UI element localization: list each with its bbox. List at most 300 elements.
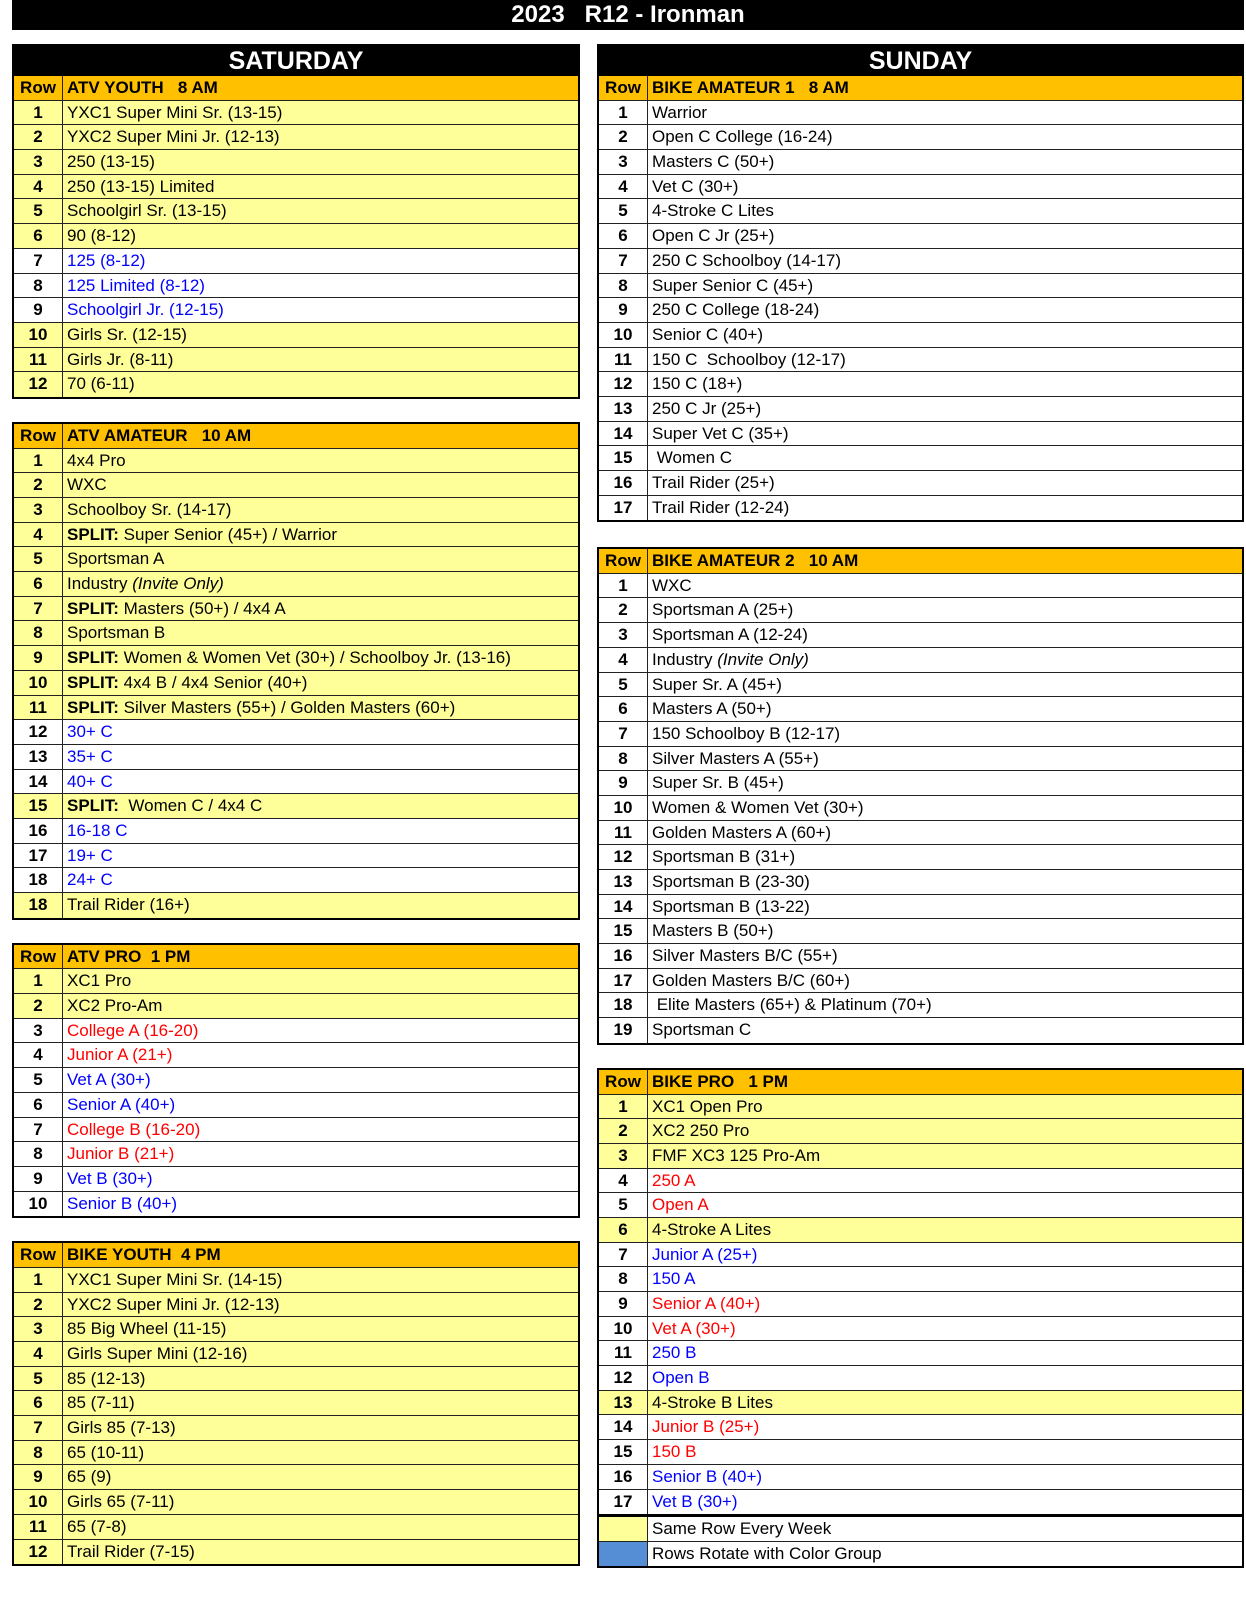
class-row <box>14 1167 578 1192</box>
row-number: 15 <box>14 794 63 818</box>
row-number: 11 <box>14 696 63 720</box>
class-row <box>599 1366 1242 1391</box>
class-name <box>63 572 578 596</box>
row-number: 3 <box>599 623 648 647</box>
class-row <box>14 1293 578 1318</box>
class-text: Senior A (40+) <box>652 1294 761 1313</box>
class-text: 90 (8-12) <box>67 226 136 246</box>
row-number: 1 <box>599 1095 648 1119</box>
class-name <box>63 868 578 892</box>
class-row <box>599 1490 1242 1515</box>
class-row <box>599 1119 1242 1144</box>
class-row <box>14 224 578 249</box>
class-row <box>599 1465 1242 1490</box>
row-number: 6 <box>599 697 648 721</box>
row-number: 5 <box>599 1193 648 1217</box>
row-number: 7 <box>14 1118 63 1142</box>
class-row <box>14 125 578 150</box>
class-text: Warrior <box>652 102 708 122</box>
class-name <box>63 1019 578 1043</box>
class-name <box>648 1465 1242 1489</box>
row-number: 7 <box>599 722 648 746</box>
class-row <box>14 893 578 918</box>
row-number: 3 <box>14 498 63 522</box>
class-name <box>648 1366 1242 1390</box>
class-name <box>63 323 578 347</box>
row-number: 9 <box>14 646 63 670</box>
class-name <box>648 747 1242 771</box>
class-name <box>63 794 578 818</box>
class-text: XC1 Open Pro <box>652 1096 763 1116</box>
row-number: 1 <box>14 1268 63 1292</box>
class-text: Sportsman B (13-22) <box>652 896 810 916</box>
class-name <box>648 944 1242 968</box>
class-text: Silver Masters A (55+) <box>652 748 819 768</box>
class-row <box>599 1018 1242 1043</box>
row-number: 4 <box>14 1342 63 1366</box>
row-number: 17 <box>599 1490 648 1515</box>
class-text: Masters A (50+) <box>652 699 772 719</box>
class-name <box>648 574 1242 598</box>
class-text: Open C College (16-24) <box>652 127 833 147</box>
row-number: 2 <box>599 598 648 622</box>
class-row <box>14 819 578 844</box>
class-name <box>63 125 578 149</box>
row-number: 8 <box>14 1441 63 1465</box>
row-number: 18 <box>599 993 648 1017</box>
class-text: Golden Masters A (60+) <box>652 822 832 842</box>
section-title: BIKE AMATEUR 2 10 AM <box>652 551 859 571</box>
class-text: 250 C College (18-24) <box>652 300 820 320</box>
class-name <box>648 1119 1242 1143</box>
class-row <box>14 323 578 348</box>
row-number: 13 <box>599 1391 648 1415</box>
class-text: Sportsman B (23-30) <box>652 872 810 891</box>
class-row <box>599 1415 1242 1440</box>
sunday-sections <box>597 76 1244 1516</box>
class-text: 250 (13-15) <box>67 152 155 172</box>
class-text: Super Sr. A (45+) <box>652 674 782 694</box>
section-title: BIKE YOUTH 4 PM <box>67 1245 221 1265</box>
row-number: 1 <box>14 969 63 993</box>
class-name <box>63 274 578 298</box>
class-name <box>63 893 578 918</box>
class-row <box>14 1490 578 1515</box>
row-number: 16 <box>599 471 648 495</box>
class-row <box>14 199 578 224</box>
row-number: 3 <box>14 1317 63 1341</box>
row-number: 4 <box>14 523 63 547</box>
class-row <box>14 1192 578 1217</box>
class-name <box>63 1043 578 1067</box>
row-number: 6 <box>14 224 63 248</box>
class-text: 250 (13-15) Limited <box>67 176 215 196</box>
row-number: 2 <box>599 1119 648 1143</box>
class-text: 150 C (18+) <box>652 374 743 394</box>
row-column-label: Row <box>14 424 63 448</box>
class-row <box>599 1267 1242 1292</box>
class-text: Vet A (30+) <box>652 1318 736 1338</box>
row-number: 4 <box>14 175 63 199</box>
class-text: Trail Rider (16+) <box>67 895 190 914</box>
class-name <box>648 1218 1242 1242</box>
class-text: 125 (8-12) <box>67 250 146 270</box>
class-row <box>14 1416 578 1441</box>
class-text: 4-Stroke A Lites <box>652 1219 772 1239</box>
row-number: 5 <box>599 199 648 223</box>
class-name <box>648 496 1242 521</box>
class-text: Trail Rider (12-24) <box>652 497 790 517</box>
class-name <box>648 150 1242 174</box>
row-number: 14 <box>14 770 63 794</box>
section-title: BIKE AMATEUR 1 8 AM <box>652 78 849 97</box>
class-name <box>648 348 1242 372</box>
class-name <box>648 722 1242 746</box>
class-name <box>63 844 578 868</box>
class-name <box>648 623 1242 647</box>
row-number: 6 <box>599 224 648 248</box>
class-text: Elite Masters (65+) & Platinum (70+) <box>652 995 932 1015</box>
class-text: Super Sr. B (45+) <box>652 773 784 793</box>
row-number: 9 <box>14 1465 63 1489</box>
class-row <box>14 547 578 572</box>
class-row <box>599 175 1242 200</box>
class-text: Girls 85 (7-13) <box>67 1418 176 1438</box>
class-row <box>14 770 578 795</box>
class-text: 65 (9) <box>67 1467 112 1487</box>
class-row <box>14 249 578 274</box>
split-label: SPLIT: <box>67 697 119 717</box>
class-row <box>599 298 1242 323</box>
row-number: 16 <box>599 944 648 968</box>
class-name <box>63 969 578 993</box>
row-number: 2 <box>14 125 63 149</box>
class-text: YXC2 Super Mini Jr. (12-13) <box>67 1294 280 1314</box>
class-text: XC2 250 Pro <box>652 1121 750 1141</box>
class-row <box>14 1093 578 1118</box>
class-name <box>648 919 1242 943</box>
class-row <box>14 794 578 819</box>
class-name <box>63 473 578 497</box>
row-number: 10 <box>599 323 648 347</box>
class-row <box>599 895 1242 920</box>
class-text: 150 C Schoolboy (12-17) <box>652 349 846 369</box>
class-text: 85 Big Wheel (11-15) <box>67 1319 227 1339</box>
class-row <box>599 422 1242 447</box>
row-number: 10 <box>14 671 63 695</box>
class-row <box>14 745 578 770</box>
saturday-sections <box>12 76 580 1566</box>
class-row <box>14 1118 578 1143</box>
section-atv-pro-1-pm <box>12 943 580 1219</box>
class-text: 150 Schoolboy B (12-17) <box>652 723 841 743</box>
class-row <box>14 597 578 622</box>
row-number: 18 <box>14 893 63 918</box>
row-column-label: Row <box>599 549 648 573</box>
class-row <box>14 274 578 299</box>
legend-label: Rows Rotate with Color Group <box>652 1543 882 1563</box>
row-number: 13 <box>599 397 648 421</box>
class-text: Masters C (50+) <box>652 152 775 172</box>
row-number: 9 <box>14 1167 63 1191</box>
row-number: 16 <box>599 1465 648 1489</box>
row-number: 5 <box>14 547 63 571</box>
section-header <box>599 549 1242 574</box>
class-name <box>63 745 578 769</box>
class-text: Vet B (30+) <box>67 1168 153 1188</box>
row-number: 11 <box>14 1515 63 1539</box>
class-text: YXC2 Super Mini Jr. (12-13) <box>67 127 280 147</box>
class-name <box>648 298 1242 322</box>
row-number: 8 <box>14 1142 63 1166</box>
class-name <box>648 993 1242 1017</box>
row-number: 10 <box>599 1317 648 1341</box>
class-row <box>599 1243 1242 1268</box>
class-text: 65 (7-8) <box>67 1516 127 1536</box>
class-name <box>63 523 578 547</box>
class-row <box>14 1068 578 1093</box>
row-number: 3 <box>599 1144 648 1168</box>
class-row <box>599 1317 1242 1342</box>
class-text: 19+ C <box>67 845 113 865</box>
class-name <box>63 1342 578 1366</box>
class-text: Senior C (40+) <box>652 324 764 344</box>
class-row <box>599 199 1242 224</box>
section-title: BIKE PRO 1 PM <box>652 1071 789 1091</box>
class-name <box>63 547 578 571</box>
class-text: Golden Masters B/C (60+) <box>652 970 850 990</box>
class-row <box>599 274 1242 299</box>
class-row <box>599 993 1242 1018</box>
row-number: 16 <box>14 819 63 843</box>
section-atv-youth-8-am <box>12 76 580 399</box>
class-name <box>648 771 1242 795</box>
row-number: 3 <box>14 150 63 174</box>
row-number: 18 <box>14 868 63 892</box>
class-text: 85 (12-13) <box>67 1368 146 1388</box>
class-text: XC2 Pro-Am <box>67 996 163 1016</box>
class-row <box>599 969 1242 994</box>
class-text: 125 Limited (8-12) <box>67 275 205 295</box>
row-number: 7 <box>14 249 63 273</box>
row-number: 12 <box>599 372 648 396</box>
class-row <box>599 944 1242 969</box>
sunday-column <box>597 44 1244 1516</box>
section-title: ATV YOUTH 8 AM <box>67 78 218 97</box>
class-row <box>14 1317 578 1342</box>
row-number: 4 <box>599 175 648 199</box>
row-number: 3 <box>599 150 648 174</box>
class-text: College B (16-20) <box>67 1119 201 1139</box>
class-name <box>648 1267 1242 1291</box>
class-row <box>14 498 578 523</box>
class-row <box>14 449 578 474</box>
class-name <box>648 199 1242 223</box>
invite-note: (Invite Only) <box>717 649 809 669</box>
row-number: 14 <box>599 1415 648 1439</box>
class-row <box>599 1292 1242 1317</box>
class-row <box>14 844 578 869</box>
row-number: 1 <box>14 449 63 473</box>
class-name <box>63 1293 578 1317</box>
class-text: 250 B <box>652 1343 697 1363</box>
row-column-label: Row <box>14 945 63 969</box>
row-number: 7 <box>14 1416 63 1440</box>
section-bike-pro-1-pm <box>597 1068 1244 1516</box>
saturday-column <box>12 44 580 1566</box>
row-number: 7 <box>14 597 63 621</box>
class-name <box>648 1243 1242 1267</box>
class-text: Industry <box>652 649 718 669</box>
legend-item-same-row <box>599 1517 1242 1542</box>
class-row <box>14 1441 578 1466</box>
class-row <box>599 1440 1242 1465</box>
legend-label: Same Row Every Week <box>652 1519 832 1538</box>
split-label: SPLIT: <box>67 796 119 816</box>
class-row <box>599 1218 1242 1243</box>
row-number: 15 <box>599 919 648 943</box>
class-name <box>63 671 578 695</box>
class-name <box>63 770 578 794</box>
class-row <box>599 598 1242 623</box>
row-number: 9 <box>599 771 648 795</box>
class-name <box>63 597 578 621</box>
class-row <box>14 298 578 323</box>
class-name <box>648 224 1242 248</box>
class-row <box>599 397 1242 422</box>
section-header <box>599 76 1242 101</box>
row-number: 5 <box>14 1068 63 1092</box>
split-label: SPLIT: <box>67 598 119 618</box>
class-row <box>14 621 578 646</box>
class-name <box>648 323 1242 347</box>
class-name <box>63 199 578 223</box>
class-text: Sportsman B (31+) <box>652 847 796 867</box>
class-name <box>63 1118 578 1142</box>
class-row <box>14 696 578 721</box>
class-row <box>14 572 578 597</box>
class-name <box>648 471 1242 495</box>
row-number: 10 <box>14 1490 63 1514</box>
class-name <box>63 175 578 199</box>
class-name <box>648 1490 1242 1515</box>
row-number: 11 <box>599 1341 648 1365</box>
class-text: Trail Rider (7-15) <box>67 1541 195 1561</box>
section-header <box>14 1243 578 1268</box>
class-text: Women & Women Vet (30+) <box>652 797 864 817</box>
class-name <box>63 1367 578 1391</box>
class-row <box>599 574 1242 599</box>
row-column-label: Row <box>599 76 648 100</box>
row-number: 4 <box>14 1043 63 1067</box>
class-name <box>648 446 1242 470</box>
class-row <box>599 648 1242 673</box>
class-name <box>63 1540 578 1565</box>
row-number: 3 <box>14 1019 63 1043</box>
class-row <box>14 646 578 671</box>
page-title: 2023 R12 - Ironman <box>12 0 1244 30</box>
row-number: 2 <box>599 125 648 149</box>
row-number: 12 <box>14 372 63 397</box>
class-name <box>648 372 1242 396</box>
class-text: Super Senior C (45+) <box>652 275 814 295</box>
class-text: XC1 Pro <box>67 971 132 991</box>
class-text: Schoolgirl Sr. (13-15) <box>67 201 227 221</box>
class-name <box>648 796 1242 820</box>
class-text: Silver Masters B/C (55+) <box>652 946 838 966</box>
class-name <box>648 697 1242 721</box>
class-text: 70 (6-11) <box>67 374 135 394</box>
class-row <box>14 1268 578 1293</box>
class-row <box>14 969 578 994</box>
class-row <box>14 1465 578 1490</box>
class-name <box>63 994 578 1018</box>
class-row <box>599 623 1242 648</box>
class-text: Senior B (40+) <box>67 1193 178 1213</box>
class-name <box>63 1093 578 1117</box>
class-name <box>648 1144 1242 1168</box>
row-number: 8 <box>14 274 63 298</box>
row-number: 9 <box>599 1292 648 1316</box>
saturday-header: SATURDAY <box>12 44 580 76</box>
section-header <box>599 1070 1242 1095</box>
row-number: 17 <box>599 969 648 993</box>
row-number: 17 <box>14 844 63 868</box>
class-name <box>63 1142 578 1166</box>
row-number: 11 <box>599 348 648 372</box>
class-text: Junior A (21+) <box>67 1045 173 1065</box>
class-row <box>599 101 1242 126</box>
row-number: 10 <box>14 323 63 347</box>
class-text: Girls Super Mini (12-16) <box>67 1344 248 1363</box>
split-label: SPLIT: <box>67 672 119 692</box>
class-name <box>63 1515 578 1539</box>
class-name <box>63 819 578 843</box>
class-row <box>14 720 578 745</box>
section-atv-amateur-10-am <box>12 422 580 920</box>
class-text: Vet C (30+) <box>652 176 739 196</box>
class-text: Senior B (40+) <box>652 1466 763 1486</box>
class-name <box>648 895 1242 919</box>
class-row <box>14 348 578 373</box>
class-row <box>14 473 578 498</box>
class-text: Masters (50+) / 4x4 A <box>118 598 286 618</box>
class-text: Junior B (25+) <box>652 1417 760 1437</box>
class-text: Sportsman A <box>67 549 165 569</box>
class-text: 16-18 C <box>67 820 128 840</box>
row-number: 2 <box>14 1293 63 1317</box>
class-text: 250 C Jr (25+) <box>652 398 762 418</box>
class-text: Girls 65 (7-11) <box>67 1492 175 1512</box>
class-row <box>599 1169 1242 1194</box>
class-name <box>648 1018 1242 1043</box>
row-number: 2 <box>14 994 63 1018</box>
class-name <box>63 101 578 125</box>
class-name <box>648 1095 1242 1119</box>
class-name <box>648 249 1242 273</box>
class-name <box>648 125 1242 149</box>
row-number: 12 <box>14 1540 63 1565</box>
section-title: ATV AMATEUR 10 AM <box>67 425 252 445</box>
row-column-label: Row <box>14 1243 63 1267</box>
class-row <box>14 868 578 893</box>
row-number: 8 <box>14 621 63 645</box>
class-text: Women & Women Vet (30+) / Schoolboy Jr. (13-16) <box>118 648 511 668</box>
class-name <box>648 1317 1242 1341</box>
class-row <box>14 101 578 126</box>
class-text: 4x4 B / 4x4 Senior (40+) <box>118 672 308 692</box>
class-row <box>14 994 578 1019</box>
